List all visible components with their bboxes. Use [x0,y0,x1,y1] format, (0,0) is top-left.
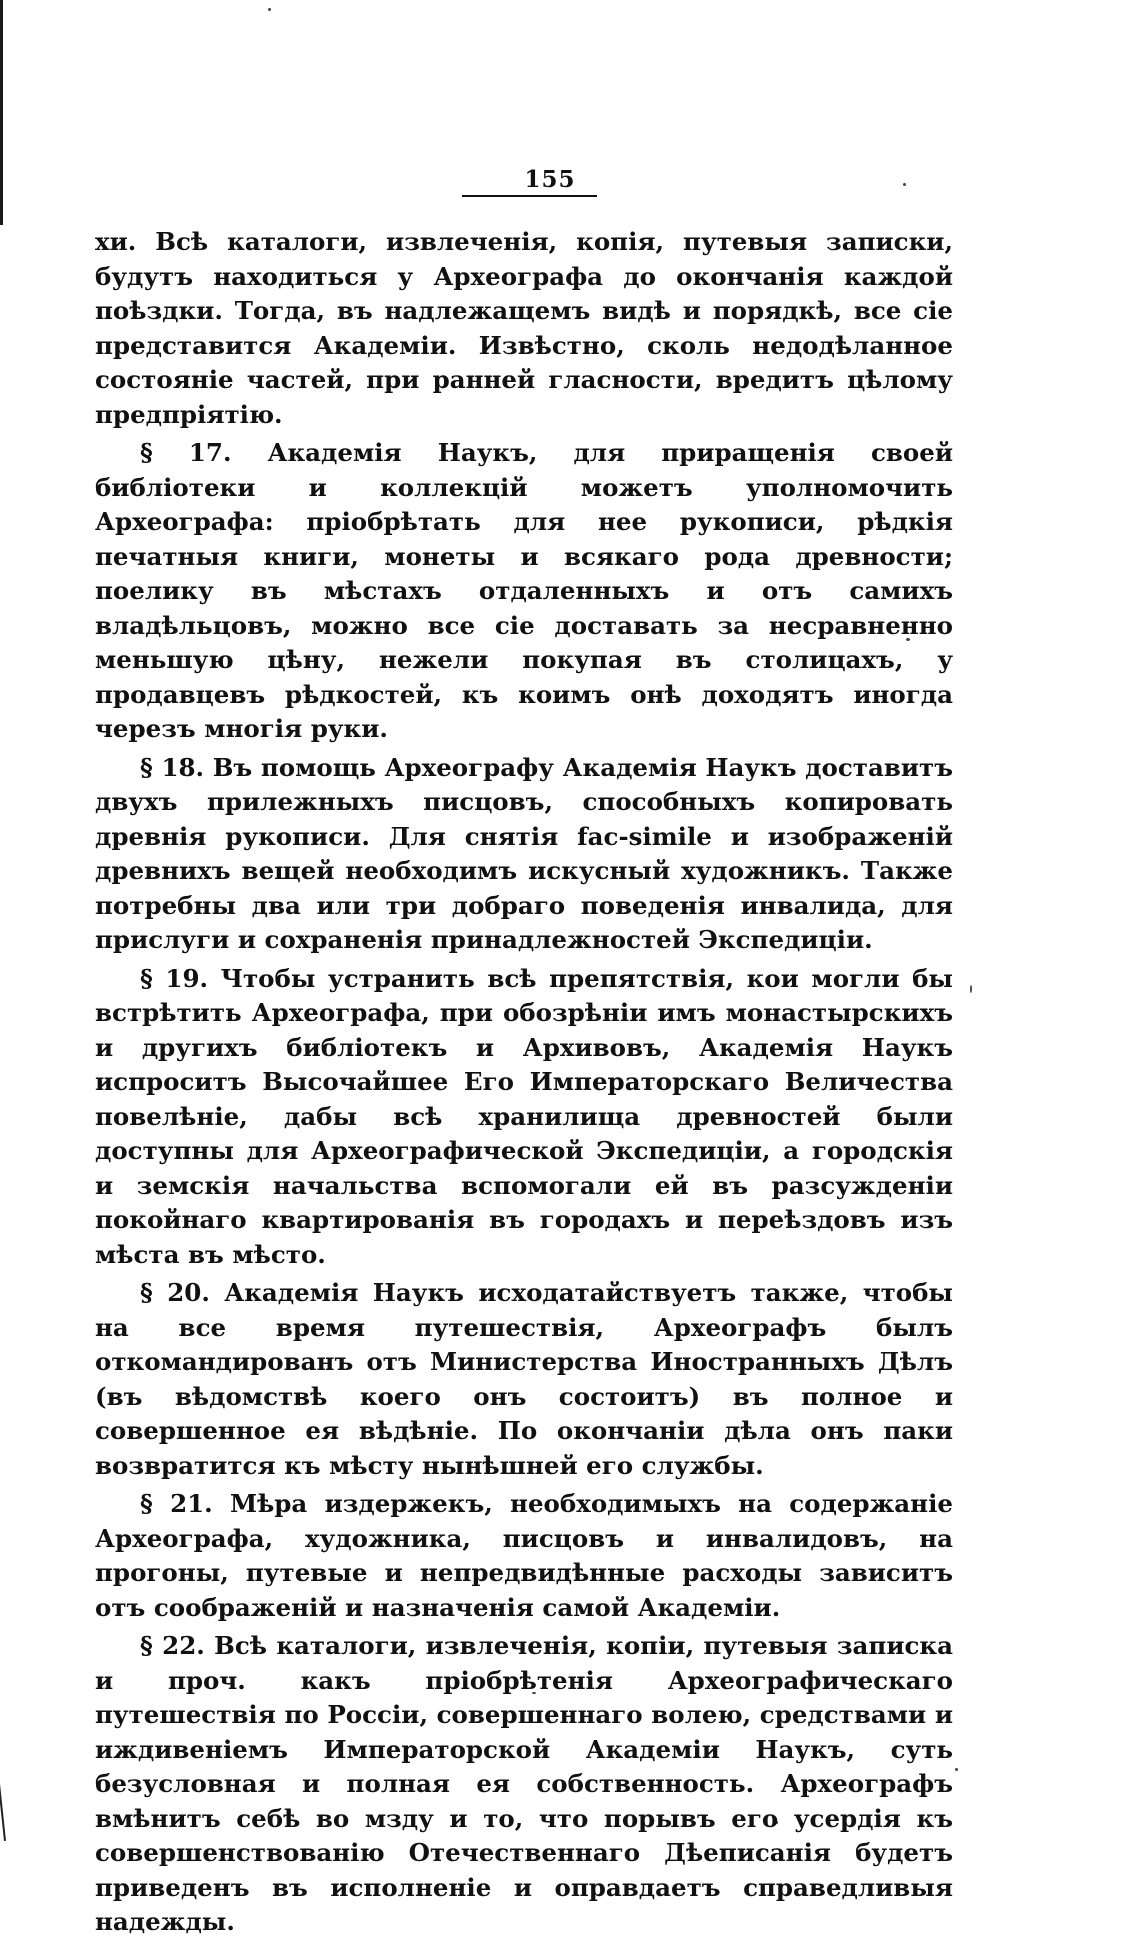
paragraph-section-20: § 20. Академія Наукъ исходатайствуетъ также, чтобы на все время путешествія, Археографъ былъ откомандированъ отъ Министерства Иностранныхъ Дѣлъ (въ вѣдомствѣ коего онъ состоитъ) въ полное и совершенное ея вѣдѣніе. По окончаніи дѣла онъ паки возвратится къ мѣсту нынѣшней его службы. [95,1278,953,1480]
print-speck [268,8,271,11]
page-number: 155 [524,166,576,193]
print-speck [903,183,906,186]
paragraph-continuation: хи. Всѣ каталоги, извлеченія, копія, путевыя записки, будутъ находиться у Археографа до окончанія каждой поѣздки. Тогда, въ надлежащемъ видѣ и порядкѣ, все сіе представится Академіи. Извѣстно, сколь недодѣланное состояніе частей, при ранней гласности, вредитъ цѣлому предпріятію. [95,227,953,429]
print-speck [970,985,972,993]
page-edge-mark [0,1751,6,1841]
body-text [95,225,953,1944]
page-edge-shadow [0,0,3,225]
paragraph-section-18: § 18. Въ помощь Археографу Академія Наукъ доставитъ двухъ прилежныхъ писцовъ, способныхъ копировать древнія рукописи. Для снятія fac-simile и изображеній древнихъ вещей необходимъ искусный художникъ. Также потребны два или три добраго поведенія инвалида, для прислуги и сохраненія принадлежностей Экспедиціи. [95,752,953,954]
paragraph-section-19: § 19. Чтобы устранить всѣ препятствія, кои могли бы встрѣтить Археографа, при обозрѣніи имъ монастырскихъ и другихъ библіотекъ и Архивовъ, Академія Наукъ испроситъ Высочайшее Его Императорскаго Величества повелѣніе, дабы всѣ хранилища древностей были доступны для Археографической Экспедиціи, а городскія и земскія начальства вспомогали ей въ разсужденіи покойнаго квартированія въ городахъ и переѣздовъ изъ мѣста въ мѣсто. [95,963,953,1269]
page-number-rule [462,195,597,197]
paragraph-section-22: § 22. Всѣ каталоги, извлеченія, копіи, путевыя записка и проч. какъ пріобрѣтенія Археографическаго путешествія по Россіи, совершеннаго волею, средствами и иждивеніемъ Императорской Академіи Наукъ, суть безусловная и полная ея собственность. Археографъ вмѣнитъ себѣ во мзду и то, что порывъ его усердія къ совершенствованію Отечественнаго Дѣеписанія будетъ приведенъ въ исполненіе и оправдаетъ справедливыя надежды. [95,1631,953,1936]
paragraph-section-21: § 21. Мѣра издержекъ, необходимыхъ на содержаніе Археографа, художника, писцовъ и инвалидовъ, на прогоны, путевые и непредвидѣнные расходы зависитъ отъ соображеній и назначенія самой Академіи. [95,1489,953,1622]
print-speck [955,1768,958,1771]
paragraph-section-17: § 17. Академія Наукъ, для приращенія своей библіотеки и коллекцій можетъ уполномочить Археографа: пріобрѣтать для нее рукописи, рѣдкія печатныя книги, монеты и всякаго рода древности; поелику въ мѣстахъ отдаленныхъ и отъ самихъ владѣльцовъ, можно все сіе доставать за несравненно меньшую цѣну, нежели покупая въ столицахъ, у продавцевъ рѣдкостей, къ коимъ онѣ доходятъ иногда черезъ многія руки. [95,438,953,743]
